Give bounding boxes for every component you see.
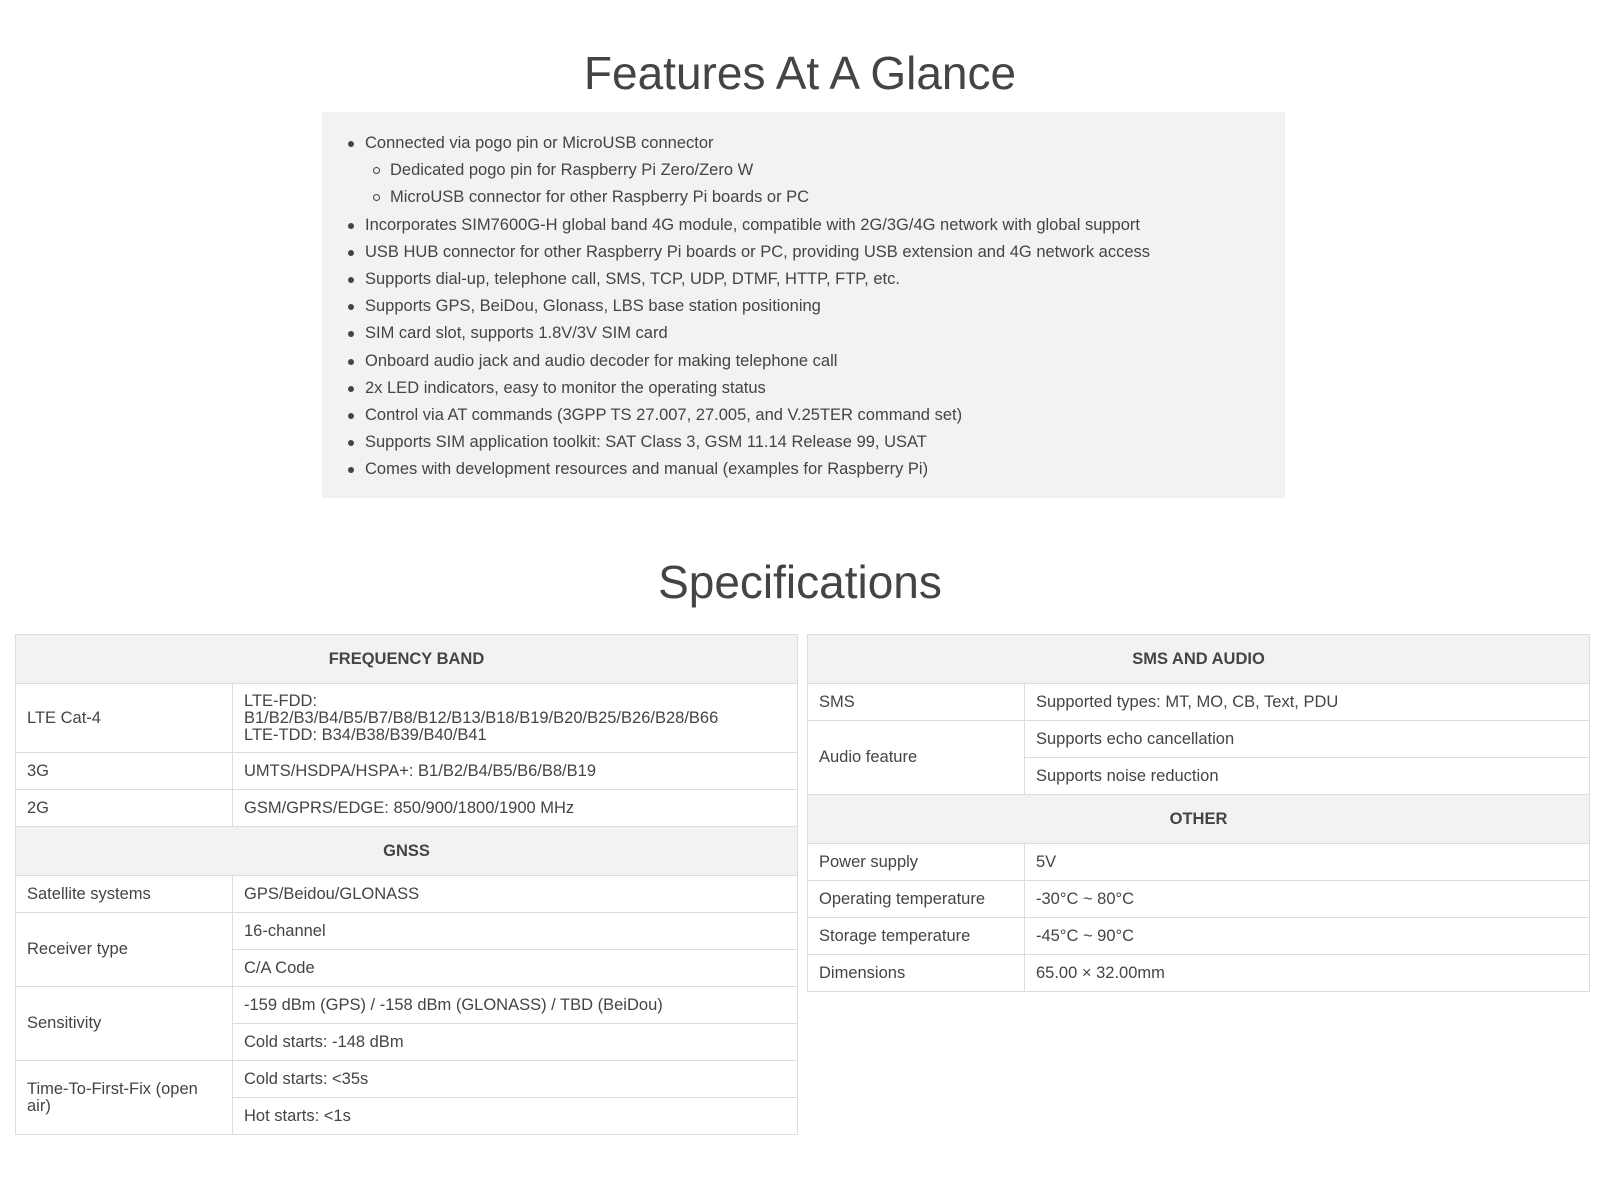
sensitivity-value: -159 dBm (GPS) / -158 dBm (GLONASS) / TBD (BeiDou) (233, 987, 798, 1024)
power-supply-label: Power supply (808, 844, 1025, 881)
specifications-title: Specifications (658, 556, 942, 608)
table-row (16, 987, 798, 1024)
table-row (16, 876, 798, 913)
receiver-type-value: C/A Code (233, 950, 798, 987)
storage-temperature-value: -45°C ~ 90°C (1025, 918, 1590, 955)
storage-temperature-label: Storage temperature (808, 918, 1025, 955)
list-item: 2x LED indicators, easy to monitor the operating status (365, 375, 1285, 402)
list-item: Control via AT commands (3GPP TS 27.007, 27.005, and V.25TER command set) (365, 402, 1285, 429)
power-supply-value: 5V (1025, 844, 1590, 881)
list-item: Connected via pogo pin or MicroUSB connector (365, 130, 1285, 157)
sensitivity-value: Cold starts: -148 dBm (233, 1024, 798, 1061)
features-list (322, 112, 1285, 484)
sms-label: SMS (808, 684, 1025, 721)
list-item: Supports dial-up, telephone call, SMS, TCP, UDP, DTMF, HTTP, FTP, etc. (365, 266, 1285, 293)
lte-fdd-label: LTE-FDD: (244, 691, 318, 710)
table-row (808, 844, 1590, 881)
frequency-band-heading: FREQUENCY BAND (16, 635, 798, 684)
table-row (808, 684, 1590, 721)
table-row (808, 881, 1590, 918)
audio-feature-value: Supports noise reduction (1025, 758, 1590, 795)
table-row (16, 1061, 798, 1098)
operating-temperature-value: -30°C ~ 80°C (1025, 881, 1590, 918)
list-item: Onboard audio jack and audio decoder for making telephone call (365, 348, 1285, 375)
table-row (16, 684, 798, 753)
table-row (16, 913, 798, 950)
2g-value: GSM/GPRS/EDGE: 850/900/1800/1900 MHz (233, 790, 798, 827)
lte-tdd-value: LTE-TDD: B34/B38/B39/B40/B41 (244, 725, 487, 744)
lte-fdd-value: B1/B2/B3/B4/B5/B7/B8/B12/B13/B18/B19/B20/B25/B26/B28/B66 (244, 708, 719, 727)
list-item: Supports SIM application toolkit: SAT Class 3, GSM 11.14 Release 99, USAT (365, 429, 1285, 456)
list-item: USB HUB connector for other Raspberry Pi boards or PC, providing USB extension and 4G network access (365, 239, 1285, 266)
audio-feature-label: Audio feature (808, 721, 1025, 795)
audio-feature-value: Supports echo cancellation (1025, 721, 1590, 758)
ttff-value: Cold starts: <35s (233, 1061, 798, 1098)
spec-table-frequency-gnss (15, 634, 798, 1135)
receiver-type-value: 16-channel (233, 913, 798, 950)
features-box (322, 112, 1285, 498)
table-row (808, 918, 1590, 955)
dimensions-label: Dimensions (808, 955, 1025, 992)
list-item: Comes with development resources and manual (examples for Raspberry Pi) (365, 456, 1285, 483)
sms-value: Supported types: MT, MO, CB, Text, PDU (1025, 684, 1590, 721)
receiver-type-label: Receiver type (16, 913, 233, 987)
list-item: SIM card slot, supports 1.8V/3V SIM card (365, 320, 1285, 347)
3g-value: UMTS/HSDPA/HSPA+: B1/B2/B4/B5/B6/B8/B19 (233, 753, 798, 790)
operating-temperature-label: Operating temperature (808, 881, 1025, 918)
list-item: Incorporates SIM7600G-H global band 4G module, compatible with 2G/3G/4G network with global support (365, 212, 1285, 239)
satellite-systems-value: GPS/Beidou/GLONASS (233, 876, 798, 913)
lte-label: LTE Cat-4 (16, 684, 233, 753)
list-item: Supports GPS, BeiDou, Glonass, LBS base station positioning (365, 293, 1285, 320)
table-row (16, 753, 798, 790)
spec-table-sms-other (807, 634, 1590, 992)
gnss-heading: GNSS (16, 827, 798, 876)
ttff-value: Hot starts: <1s (233, 1098, 798, 1135)
table-row (16, 790, 798, 827)
other-heading: OTHER (808, 795, 1590, 844)
sensitivity-label: Sensitivity (16, 987, 233, 1061)
dimensions-value: 65.00 × 32.00mm (1025, 955, 1590, 992)
table-row (808, 721, 1590, 758)
table-row (808, 955, 1590, 992)
features-title: Features At A Glance (583, 47, 1017, 99)
ttff-label: Time-To-First-Fix (open air) (16, 1061, 233, 1135)
list-item: Dedicated pogo pin for Raspberry Pi Zero/Zero W (365, 157, 1285, 184)
2g-label: 2G (16, 790, 233, 827)
list-item: MicroUSB connector for other Raspberry Pi boards or PC (365, 184, 1285, 211)
3g-label: 3G (16, 753, 233, 790)
satellite-systems-label: Satellite systems (16, 876, 233, 913)
sms-audio-heading: SMS AND AUDIO (808, 635, 1590, 684)
lte-value (233, 684, 798, 753)
